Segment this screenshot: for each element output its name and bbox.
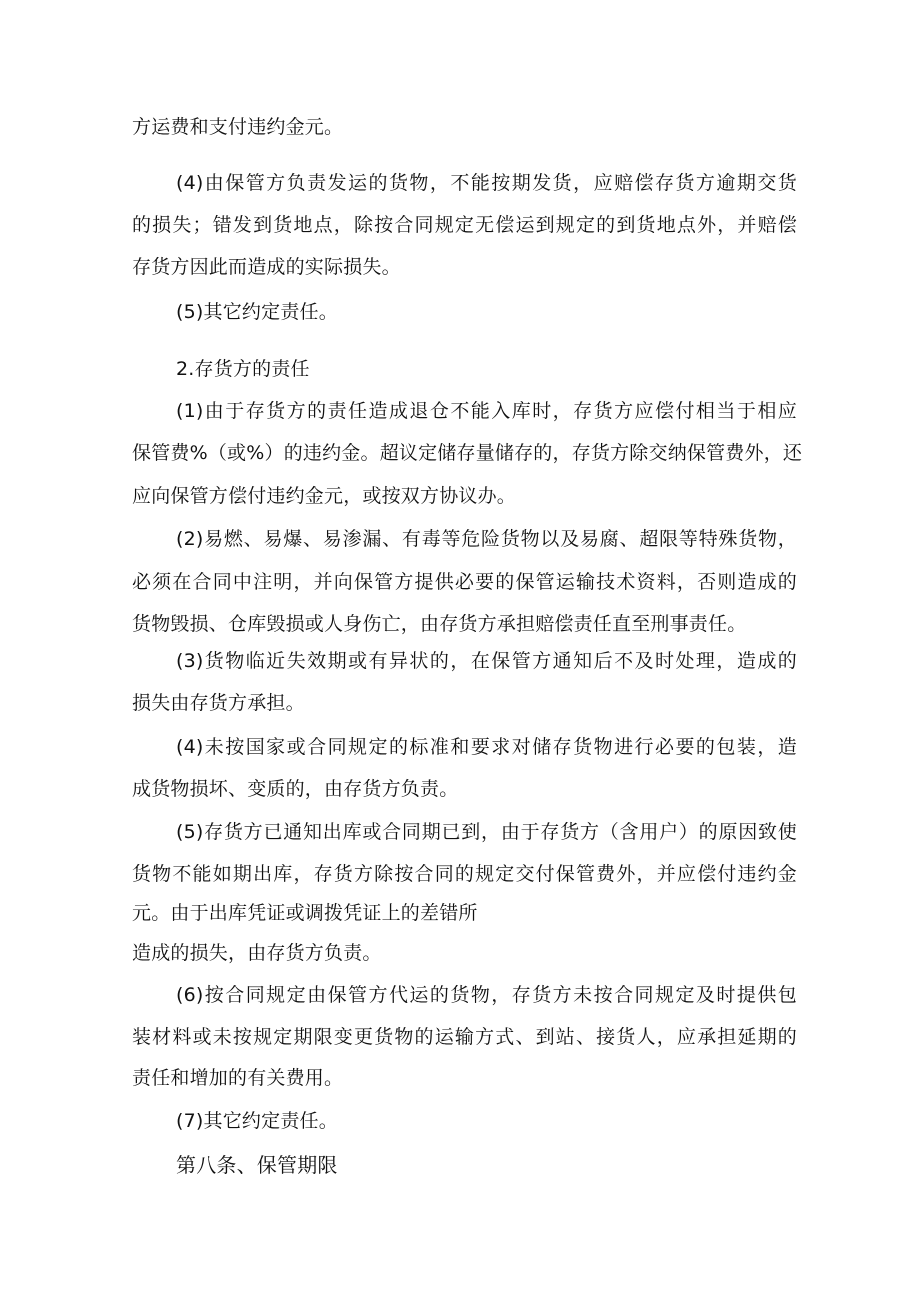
article-heading: 第八条、保管期限 xyxy=(176,1153,338,1177)
paragraph-line: 存货方因此而造成的实际损失。 xyxy=(132,256,401,278)
paragraph-line: 造成的损失，由存货方负责。 xyxy=(132,942,382,964)
paragraph-line: (6)按合同规定由保管方代运的货物，存货方未按合同规定及时提供包 xyxy=(176,984,797,1006)
paragraph-line: 责任和增加的有关费用。 xyxy=(132,1067,344,1089)
paragraph-line: 货物不能如期出库，存货方除按合同的规定交付保管费外，并应偿付违约金 xyxy=(132,863,797,885)
paragraph-line: (3)货物临近失效期或有异状的，在保管方通知后不及时处理，造成的 xyxy=(176,650,797,672)
paragraph-line: 保管费%（或%）的违约金。超议定储存量储存的，存货方除交纳保管费外，还 xyxy=(132,442,803,464)
section-heading: 2.存货方的责任 xyxy=(176,358,310,380)
paragraph-line: 成货物损坏、变质的，由存货方负责。 xyxy=(132,778,459,800)
paragraph-line: 损失由存货方承担。 xyxy=(132,692,305,714)
paragraph-line: 装材料或未按规定期限变更货物的运输方式、到站、接货人，应承担延期的 xyxy=(132,1026,797,1048)
paragraph-line: (4)未按国家或合同规定的标准和要求对储存货物进行必要的包装，造 xyxy=(176,736,797,758)
paragraph-line: 元。由于出库凭证或调拨凭证上的差错所 xyxy=(132,902,478,924)
paragraph-line: 方运费和支付违约金元。 xyxy=(132,116,344,138)
paragraph-line: (5)存货方已通知出库或合同期已到，由于存货方（含用户）的原因致使 xyxy=(176,821,797,843)
paragraph-line: (5)其它约定责任。 xyxy=(176,301,338,323)
paragraph-line: 的损失；错发到货地点，除按合同规定无偿运到规定的到货地点外，并赔偿 xyxy=(132,214,797,236)
paragraph-line: 货物毁损、仓库毁损或人身伤亡，由存货方承担赔偿责任直至刑事责任。 xyxy=(132,613,747,635)
paragraph-line: (4)由保管方负责发运的货物，不能按期发货，应赔偿存货方逾期交货 xyxy=(176,172,797,194)
paragraph-line: (2)易燃、易爆、易渗漏、有毒等危险货物以及易腐、超限等特殊货物， xyxy=(176,528,797,550)
paragraph-line: (1)由于存货方的责任造成退仓不能入库时，存货方应偿付相当于相应 xyxy=(176,400,797,422)
paragraph-line: 必须在合同中注明，并向保管方提供必要的保管运输技术资料，否则造成的 xyxy=(132,571,797,593)
paragraph-line: (7)其它约定责任。 xyxy=(176,1110,338,1132)
paragraph-line: 应向保管方偿付违约金元，或按双方协议办。 xyxy=(132,485,517,507)
